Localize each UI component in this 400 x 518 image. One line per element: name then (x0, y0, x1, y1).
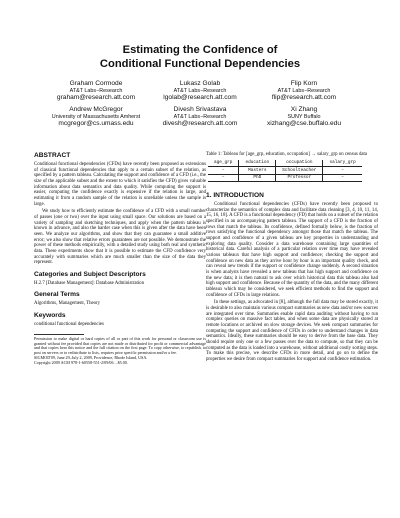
table-header-cell: age_grp (208, 160, 239, 167)
table-row (208, 167, 362, 175)
author-email: lgolab@research.att.com (163, 93, 237, 101)
categories-text: H.2.7 [Database Management]: Database Administration (34, 280, 145, 286)
general-terms-heading: General Terms (34, 291, 80, 299)
author-email: mcgregor@cs.umass.edu (58, 120, 134, 128)
keywords-text: conditional functional dependencies (34, 322, 104, 328)
keywords-heading: Keywords (34, 312, 66, 320)
author-name: Graham Cormode (69, 80, 123, 87)
author-affiliation: AT&T Labs−Research (173, 114, 227, 121)
table-cell: Professor (276, 174, 323, 182)
permission-notice: Permission to make digital or hard copies of all or part of this work for personal or classroom use is granted without fee provided that copies are not made or distributed for profit or commercial advantage and that copies bear this notice and the full citation on the first page. To copy otherwise, to republish, to post on servers or to redistribute to lists, requires prior specific permission and/or a fee. (34, 335, 206, 356)
author-name: Andrew McGregor (69, 106, 123, 114)
table-row (208, 174, 362, 182)
copyright-line: Copyright 2009 ACM 978-1-60558-551-2/09/06 ...$5.00. (34, 359, 128, 365)
author-affiliation: AT&T Labs−Research (277, 87, 331, 94)
author-email: graham@research.att.com (56, 93, 136, 101)
author (44, 106, 148, 127)
author-email: xizhang@cse.buffalo.edu (266, 120, 342, 128)
table-cell: Masters (239, 167, 276, 175)
author-affiliation: AT&T Labs−Research (173, 87, 227, 94)
author-email: divesh@research.att.com (162, 120, 238, 128)
table-header-cell: salary_grp (323, 160, 362, 167)
table-header-row (208, 160, 362, 167)
author-affiliation: AT&T Labs−Research (69, 87, 123, 94)
footnote-rule (34, 334, 84, 335)
table-caption: Table 1: Tableau for [age_grp, education, occupation] → salary_grp on census data (206, 152, 368, 157)
table-cell: – (323, 174, 362, 182)
abstract-heading: ABSTRACT (34, 152, 71, 159)
table-cell: – (208, 174, 239, 182)
tableau-table (208, 160, 362, 183)
author-block (44, 80, 356, 128)
venue-line: SIGMOD'09, June 29–July 2, 2009, Providence, Rhode Island, USA. (34, 354, 148, 360)
author-name: Divesh Srivastava (173, 106, 227, 114)
abstract-paragraph: Conditional functional dependencies (CFDs) have recently been proposed as extensions of classical functional dependencies that apply to a certain subset of the relation, as specified by a pattern tableau. Calculating the support and confidence of a CFD (i.e., the size of the applicable subset and the extent to which it satisfies the CFD) gives valuable information about data semantics and data quality. While computing the support is easier, computing the confidence exactly is expensive if the relation is large, and estimating it from a random sample of the relation is unreliable unless the sample is large. (34, 162, 206, 207)
author-name: Xi Zhang (290, 106, 318, 114)
introduction-section (206, 192, 378, 362)
author (148, 80, 252, 101)
table-cell: – (323, 167, 362, 175)
title-line-1: Estimating the Confidence of (122, 44, 278, 56)
author-affiliation: SUNY Buffalo (287, 114, 321, 121)
paper-title (0, 44, 400, 71)
introduction-paragraph: In these settings, as advocated in [8], although the full data may be stored exactly, it is desirable to also maintain various compact summaries as new data and/or new sources are integrated over time. Summaries enable rapid data auditing without having to run complex queries on massive fact tables, and when some data are physically stored at remote locations or archived on slow storage devices. We seek compact summaries for computing the support and confidence of CFDs in order to understand changes in data semantics. Ideally, these summaries should be easy to derive from the base data. They should require only one or a few passes over the data to compute, so that they can be computed as the data is loaded into a warehouse, without additional costly sorting steps. To make this precise, we describe CFDs in more detail, and go on to define the properties we desire from compact summaries for support and confidence estimation. (206, 300, 378, 362)
table-cell: PhD (239, 174, 276, 182)
table-header-cell: education (239, 160, 276, 167)
table-cell: – (208, 167, 239, 175)
table-header-cell: occupation (276, 160, 323, 167)
abstract-paragraph: We study how to efficiently estimate the confidence of a CFD with a small number of passes (one or two) over the input using small space. Our solutions are based on a variety of sampling and sketching techniques, and apply when the pattern tableau is known in advance, and also the harder case when this is given after the data have been seen. We analyze our algorithms, and show that they can guarantee a small additive error; we also show that relative errors guarantees are not possible. We demonstrate the power of these methods empirically, with a detailed study using both real and synthetic data. These experiments show that it is possible to estimate the CFD confidence very accurately with summaries which are much smaller than the size of the data they represent. (34, 209, 206, 266)
introduction-paragraph: Conditional functional dependencies (CFDs) have recently been proposed to characterize the semantics of complex data and facilitate data cleaning [3, 4, 10, 11, 14, 15, 16, 18]. A CFD is a functional dependency (FD) that holds on a subset of the relation specified in an accompanying pattern tableau. The support of a CFD is the fraction of rows that match the tableau. Its confidence, defined formally below, is the fraction of rows satisfying the functional dependency amongst those that match the tableau. The support and confidence of a given tableau are key properties in understanding and exploring data quality. Consider a data warehouse containing large quantities of historical data. Careful analysis of a particular relation over time may have revealed various tableaux that have high support and confidence; checking the support and confidence on new data as they arrive hour by hour is an important quality check, and can reveal new trends if the support or confidence change suddenly. A second situation is when analysts have revealed a new tableau that has high support and confidence on the new data; it is then natural to ask over which historical data this tableau also had high support and confidence. Because of the quantity of the data, and the many different tableaux which may be considered, we seek efficient methods to find the support and confidence of CFDs in large relations. (206, 202, 378, 298)
table-cell: Schoolteacher (276, 167, 323, 175)
general-terms-text: Algorithms, Management, Theory (34, 301, 101, 307)
title-line-2: Conditional Functional Dependencies (99, 57, 301, 70)
categories-heading: Categories and Subject Descriptors (34, 270, 146, 278)
left-column (34, 152, 206, 365)
introduction-heading: 1. INTRODUCTION (206, 192, 264, 200)
right-column (206, 152, 378, 365)
author-email: flip@research.att.com (271, 93, 337, 101)
author-name: Lukasz Golab (179, 80, 221, 87)
author (44, 80, 148, 101)
author-name: Flip Korn (290, 80, 318, 87)
author-affiliation: University of Massachusetts Amherst (51, 114, 141, 121)
author (148, 106, 252, 127)
author (252, 106, 356, 127)
author (252, 80, 356, 101)
